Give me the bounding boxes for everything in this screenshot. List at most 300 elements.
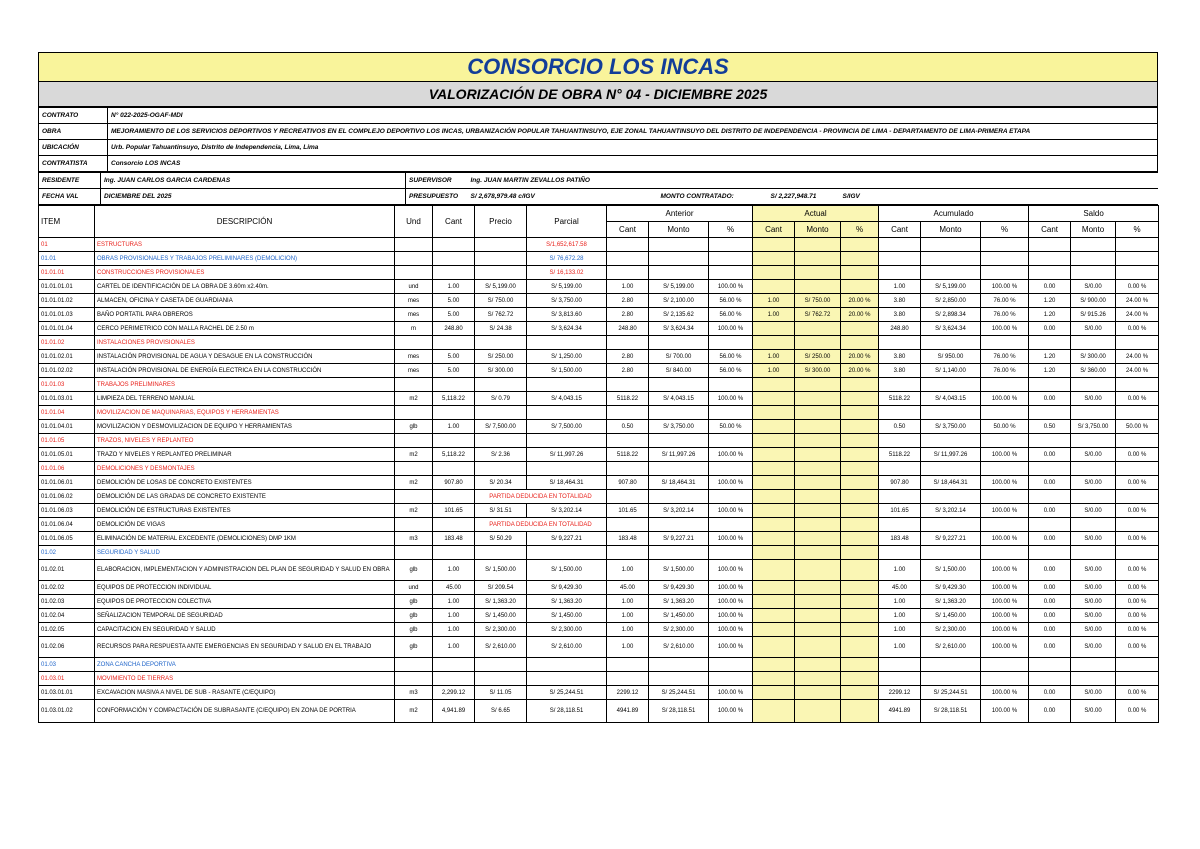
table-row [39,623,1159,637]
cell-actual-monto [795,280,841,294]
cell-description: TRAZOS, NIVELES Y REPLANTEO [95,434,395,448]
cell-saldo-monto [1071,434,1116,448]
cell-acumulado-cant: 3.80 [879,350,921,364]
cell-saldo-monto: S/0.00 [1071,476,1116,490]
cell-und: mes [395,364,433,378]
cell-actual-pct [841,609,879,623]
cell-anterior-pct [709,336,753,350]
cell-acumulado-cant: 5118.22 [879,392,921,406]
cell-actual-pct [841,672,879,686]
cell-anterior-monto: S/ 3,750.00 [649,420,709,434]
cell-acumulado-pct [981,546,1029,560]
cell-actual-cant [753,595,795,609]
cell-item: 01.02.05 [39,623,95,637]
cell-actual-pct [841,700,879,723]
report-subtitle: VALORIZACIÓN DE OBRA N° 04 - DICIEMBRE 2025 [38,82,1158,107]
header-precio: Precio [475,206,527,238]
cell-anterior-pct: 100.00 % [709,700,753,723]
cell-saldo-pct: 0.00 % [1116,532,1159,546]
cell-cant: 5,118.22 [433,392,475,406]
cell-saldo-monto: S/0.00 [1071,560,1116,581]
cell-und: glb [395,609,433,623]
cell-anterior-monto: S/ 9,227.21 [649,532,709,546]
cell-actual-pct [841,336,879,350]
cell-actual-monto [795,392,841,406]
cell-saldo-cant: 0.00 [1029,609,1071,623]
cell-actual-pct [841,406,879,420]
cell-description: SEGURIDAD Y SALUD [95,546,395,560]
cell-parcial: S/ 3,624.34 [527,322,607,336]
cell-precio: S/ 5,199.00 [475,280,527,294]
cell-parcial [527,378,607,392]
table-row [39,252,1159,266]
cell-parcial: S/ 2,610.00 [527,637,607,658]
ubicacion-value: Urb. Popular Tahuantinsuyo, Distrito de Independencia, Lima, Lima [108,140,1158,156]
presupuesto-label: PRESUPUESTO [406,189,468,205]
cell-acumulado-monto: S/ 3,624.34 [921,322,981,336]
cell-und: mes [395,294,433,308]
cell-saldo-monto [1071,462,1116,476]
cell-anterior-cant: 5118.22 [607,392,649,406]
cell-anterior-cant [607,434,649,448]
cell-acumulado-monto: S/ 5,199.00 [921,280,981,294]
cell-anterior-cant: 101.65 [607,504,649,518]
header-item: ITEM [39,206,95,238]
cell-actual-cant [753,700,795,723]
cell-description: ESTRUCTURAS [95,238,395,252]
cell-saldo-cant: 0.00 [1029,504,1071,518]
contrato-label: CONTRATO [39,108,108,124]
cell-precio [475,434,527,448]
cell-item: 01.01.03 [39,378,95,392]
cell-anterior-monto: S/ 1,363.20 [649,595,709,609]
cell-precio [475,672,527,686]
cell-precio: S/ 6.65 [475,700,527,723]
cell-acumulado-pct [981,336,1029,350]
cell-precio [475,546,527,560]
cell-acumulado-cant: 5118.22 [879,448,921,462]
cell-acumulado-cant [879,658,921,672]
cell-precio: S/ 50.29 [475,532,527,546]
cell-anterior-cant: 1.00 [607,623,649,637]
cell-item: 01.01.02.02 [39,364,95,378]
cell-acumulado-pct: 76.00 % [981,364,1029,378]
cell-acumulado-pct [981,672,1029,686]
table-row [39,434,1159,448]
cell-actual-monto [795,672,841,686]
cell-saldo-cant: 0.00 [1029,392,1071,406]
cell-anterior-pct [709,672,753,686]
cell-saldo-cant: 1.20 [1029,308,1071,322]
cell-saldo-pct: 0.00 % [1116,322,1159,336]
ubicacion-label: UBICACIÓN [39,140,108,156]
cell-parcial: S/ 1,250.00 [527,350,607,364]
cell-cant [433,672,475,686]
cell-anterior-cant: 2.80 [607,350,649,364]
cell-actual-cant [753,581,795,595]
cell-anterior-cant [607,406,649,420]
cell-actual-monto [795,595,841,609]
cell-actual-pct: 20.00 % [841,294,879,308]
cell-saldo-pct [1116,238,1159,252]
cell-item: 01 [39,238,95,252]
cell-description: ALMACEN, OFICINA Y CASETA DE GUARDIANIA [95,294,395,308]
cell-anterior-cant: 2.80 [607,364,649,378]
cell-actual-pct [841,434,879,448]
cell-actual-pct [841,280,879,294]
header-cant: Cant [433,206,475,238]
cell-description: TRAZO Y NIVELES Y REPLANTEO PRELIMINAR [95,448,395,462]
cell-saldo-cant: 0.00 [1029,280,1071,294]
table-row [39,518,1159,532]
cell-actual-pct [841,581,879,595]
cell-acumulado-monto: S/ 2,300.00 [921,623,981,637]
cell-saldo-monto [1071,546,1116,560]
cell-precio: S/ 24.38 [475,322,527,336]
cell-parcial: S/ 3,750.00 [527,294,607,308]
cell-und [395,672,433,686]
table-row [39,504,1159,518]
cell-und: mes [395,308,433,322]
cell-precio: S/ 2,300.00 [475,623,527,637]
cell-actual-cant [753,609,795,623]
cell-acumulado-monto [921,406,981,420]
cell-acumulado-cant: 1.00 [879,560,921,581]
cell-actual-pct: 20.00 % [841,350,879,364]
cell-saldo-cant: 0.50 [1029,420,1071,434]
cell-anterior-pct: 100.00 % [709,581,753,595]
cell-actual-cant: 1.00 [753,294,795,308]
cell-saldo-monto: S/0.00 [1071,595,1116,609]
cell-item: 01.02.01 [39,560,95,581]
cell-saldo-pct [1116,658,1159,672]
cell-cant: 1.00 [433,623,475,637]
subheader-acumulado-cant: Cant [879,222,921,238]
cell-acumulado-pct: 100.00 % [981,623,1029,637]
cell-cant [433,252,475,266]
cell-cant: 5,118.22 [433,448,475,462]
cell-anterior-pct: 100.00 % [709,609,753,623]
cell-actual-monto [795,637,841,658]
cell-anterior-pct [709,238,753,252]
cell-parcial: S/ 1,500.00 [527,364,607,378]
cell-saldo-cant [1029,434,1071,448]
cell-acumulado-monto [921,462,981,476]
cell-deducted-note: PARTIDA DEDUCIDA EN TOTALIDAD [475,490,607,504]
cell-parcial: S/ 28,118.51 [527,700,607,723]
cell-precio: S/ 31.51 [475,504,527,518]
cell-description: SEÑALIZACION TEMPORAL DE SEGURIDAD [95,609,395,623]
cell-saldo-monto: S/0.00 [1071,637,1116,658]
cell-actual-pct [841,378,879,392]
cell-saldo-cant: 0.00 [1029,560,1071,581]
cell-anterior-pct: 100.00 % [709,322,753,336]
cell-precio [475,238,527,252]
cell-saldo-monto: S/0.00 [1071,686,1116,700]
cell-actual-monto [795,252,841,266]
cell-description: DEMOLICIONES Y DESMONTAJES [95,462,395,476]
cell-acumulado-pct: 100.00 % [981,476,1029,490]
cell-item: 01.01.03.01 [39,392,95,406]
cell-saldo-cant: 0.00 [1029,476,1071,490]
cell-saldo-cant [1029,266,1071,280]
cell-precio: S/ 11.05 [475,686,527,700]
cell-und [395,238,433,252]
cell-precio [475,378,527,392]
subheader-saldo-cant: Cant [1029,222,1071,238]
cell-saldo-pct: 0.00 % [1116,560,1159,581]
cell-anterior-pct: 50.00 % [709,420,753,434]
cell-anterior-cant: 2.80 [607,308,649,322]
cell-saldo-cant: 0.00 [1029,581,1071,595]
cell-acumulado-cant [879,266,921,280]
cell-acumulado-monto [921,434,981,448]
cell-und: mes [395,350,433,364]
cell-actual-cant [753,280,795,294]
cell-anterior-monto [649,658,709,672]
cell-saldo-pct [1116,672,1159,686]
cell-item: 01.01.05 [39,434,95,448]
cell-saldo-pct: 0.00 % [1116,581,1159,595]
cell-anterior-monto: S/ 2,610.00 [649,637,709,658]
cell-und [395,490,433,504]
cell-actual-pct [841,252,879,266]
header-anterior: Anterior [607,206,753,222]
cell-saldo-monto: S/0.00 [1071,532,1116,546]
cell-anterior-pct: 100.00 % [709,532,753,546]
cell-actual-monto: S/ 300.00 [795,364,841,378]
cell-actual-monto: S/ 750.00 [795,294,841,308]
cell-cant [433,658,475,672]
cell-actual-cant [753,238,795,252]
cell-actual-pct [841,462,879,476]
cell-anterior-pct [709,490,753,504]
cell-actual-cant [753,518,795,532]
cell-actual-cant [753,462,795,476]
subheader-anterior-monto: Monto [649,222,709,238]
table-row [39,532,1159,546]
cell-description: TRABAJOS PRELIMINARES [95,378,395,392]
cell-acumulado-cant: 1.00 [879,609,921,623]
cell-anterior-monto [649,462,709,476]
cell-actual-monto [795,700,841,723]
cell-saldo-pct: 0.00 % [1116,504,1159,518]
cell-actual-cant [753,672,795,686]
table-row [39,336,1159,350]
cell-cant [433,490,475,504]
cell-saldo-cant [1029,336,1071,350]
cell-acumulado-monto [921,518,981,532]
cell-actual-cant [753,392,795,406]
cell-saldo-monto: S/0.00 [1071,609,1116,623]
cell-acumulado-monto: S/ 25,244.51 [921,686,981,700]
cell-actual-cant [753,252,795,266]
cell-description: CARTEL DE IDENTIFICACIÓN DE LA OBRA DE 3.60m x2.40m. [95,280,395,294]
cell-actual-cant [753,490,795,504]
cell-precio: S/ 1,450.00 [475,609,527,623]
cell-item: 01.01.04.01 [39,420,95,434]
cell-acumulado-monto: S/ 28,118.51 [921,700,981,723]
cell-saldo-cant: 1.20 [1029,294,1071,308]
cell-saldo-monto [1071,378,1116,392]
cell-cant [433,238,475,252]
cell-description: ZONA CANCHA DEPORTIVA [95,658,395,672]
cell-item: 01.02 [39,546,95,560]
obra-label: OBRA [39,124,108,140]
subheader-acumulado-monto: Monto [921,222,981,238]
cell-anterior-monto [649,266,709,280]
cell-saldo-monto: S/0.00 [1071,504,1116,518]
company-title: CONSORCIO LOS INCAS [38,52,1158,82]
subheader-acumulado-pct: % [981,222,1029,238]
table-row [39,350,1159,364]
cell-cant: 248.80 [433,322,475,336]
cell-anterior-cant [607,252,649,266]
cell-actual-cant [753,420,795,434]
cell-und: m3 [395,532,433,546]
cell-saldo-pct [1116,462,1159,476]
table-row [39,308,1159,322]
cell-actual-cant [753,448,795,462]
cell-acumulado-pct [981,434,1029,448]
cell-actual-monto [795,546,841,560]
cell-deducted-note: PARTIDA DEDUCIDA EN TOTALIDAD [475,518,607,532]
cell-cant: 1.00 [433,595,475,609]
cell-item: 01.01.02.01 [39,350,95,364]
cell-anterior-monto [649,518,709,532]
cell-parcial: S/ 16,133.02 [527,266,607,280]
cell-actual-monto [795,609,841,623]
table-row [39,609,1159,623]
cell-saldo-pct: 0.00 % [1116,476,1159,490]
table-row [39,546,1159,560]
cell-actual-monto [795,238,841,252]
valuation-table [38,205,1159,723]
cell-saldo-pct: 0.00 % [1116,595,1159,609]
cell-actual-pct [841,637,879,658]
cell-acumulado-pct: 100.00 % [981,532,1029,546]
cell-acumulado-monto [921,490,981,504]
cell-precio: S/ 250.00 [475,350,527,364]
cell-actual-pct [841,448,879,462]
cell-actual-pct: 20.00 % [841,308,879,322]
cell-und [395,462,433,476]
project-info-table-2 [38,172,1158,205]
cell-anterior-pct: 100.00 % [709,392,753,406]
cell-anterior-monto [649,406,709,420]
cell-actual-pct [841,518,879,532]
cell-anterior-pct [709,406,753,420]
cell-item: 01.01.01.01 [39,280,95,294]
cell-actual-monto: S/ 250.00 [795,350,841,364]
cell-saldo-monto: S/ 360.00 [1071,364,1116,378]
cell-precio [475,462,527,476]
cell-cant: 45.00 [433,581,475,595]
monto-unit: S/IGV [840,189,1159,205]
cell-parcial: S/ 9,227.21 [527,532,607,546]
cell-acumulado-monto: S/ 2,898.34 [921,308,981,322]
cell-actual-monto: S/ 762.72 [795,308,841,322]
cell-actual-pct [841,686,879,700]
cell-acumulado-monto [921,266,981,280]
cell-actual-cant [753,336,795,350]
cell-parcial: S/1,652,617.58 [527,238,607,252]
cell-acumulado-cant [879,672,921,686]
cell-saldo-monto [1071,266,1116,280]
cell-actual-monto [795,434,841,448]
cell-saldo-cant: 0.00 [1029,637,1071,658]
cell-precio: S/ 1,500.00 [475,560,527,581]
cell-saldo-cant [1029,406,1071,420]
cell-description: EQUIPOS DE PROTECCION INDIVIDUAL [95,581,395,595]
header-saldo: Saldo [1029,206,1159,222]
cell-saldo-pct: 50.00 % [1116,420,1159,434]
subheader-anterior-cant: Cant [607,222,649,238]
cell-description: RECURSOS PARA RESPUESTA ANTE EMERGENCIAS EN SEGURIDAD Y SALUD EN EL TRABAJO [95,637,395,658]
cell-anterior-monto: S/ 5,199.00 [649,280,709,294]
cell-item: 01.01.04 [39,406,95,420]
cell-actual-cant [753,378,795,392]
table-row [39,595,1159,609]
cell-description: OBRAS PROVISIONALES Y TRABAJOS PRELIMINARES (DEMOLICION) [95,252,395,266]
cell-cant [433,406,475,420]
cell-saldo-pct: 0.00 % [1116,700,1159,723]
cell-cant [433,518,475,532]
cell-und [395,434,433,448]
cell-und: glb [395,595,433,609]
cell-saldo-monto [1071,518,1116,532]
cell-anterior-pct: 100.00 % [709,686,753,700]
cell-cant: 101.65 [433,504,475,518]
table-row [39,490,1159,504]
cell-saldo-monto [1071,658,1116,672]
cell-precio [475,336,527,350]
cell-item: 01.02.02 [39,581,95,595]
cell-actual-cant [753,406,795,420]
contratista-label: CONTRATISTA [39,156,108,172]
cell-acumulado-cant: 183.48 [879,532,921,546]
table-row [39,476,1159,490]
cell-acumulado-monto: S/ 9,227.21 [921,532,981,546]
cell-acumulado-monto: S/ 3,202.14 [921,504,981,518]
cell-item: 01.01.01 [39,266,95,280]
cell-acumulado-pct: 76.00 % [981,294,1029,308]
cell-actual-monto [795,448,841,462]
cell-actual-pct [841,504,879,518]
cell-anterior-monto: S/ 3,202.14 [649,504,709,518]
fecha-label: FECHA VAL [39,189,101,205]
cell-saldo-cant [1029,546,1071,560]
cell-anterior-pct: 100.00 % [709,280,753,294]
cell-actual-pct [841,546,879,560]
cell-anterior-monto [649,252,709,266]
cell-actual-monto [795,266,841,280]
cell-acumulado-cant [879,336,921,350]
cell-anterior-monto: S/ 11,997.26 [649,448,709,462]
cell-cant: 183.48 [433,532,475,546]
cell-actual-pct [841,490,879,504]
cell-item: 01.01.06.01 [39,476,95,490]
subheader-saldo-pct: % [1116,222,1159,238]
cell-item: 01.02.06 [39,637,95,658]
cell-precio: S/ 209.54 [475,581,527,595]
cell-saldo-monto: S/ 3,750.00 [1071,420,1116,434]
cell-actual-cant: 1.00 [753,364,795,378]
cell-anterior-pct [709,462,753,476]
cell-parcial: S/ 3,202.14 [527,504,607,518]
header-desc: DESCRIPCIÓN [95,206,395,238]
cell-actual-monto [795,490,841,504]
